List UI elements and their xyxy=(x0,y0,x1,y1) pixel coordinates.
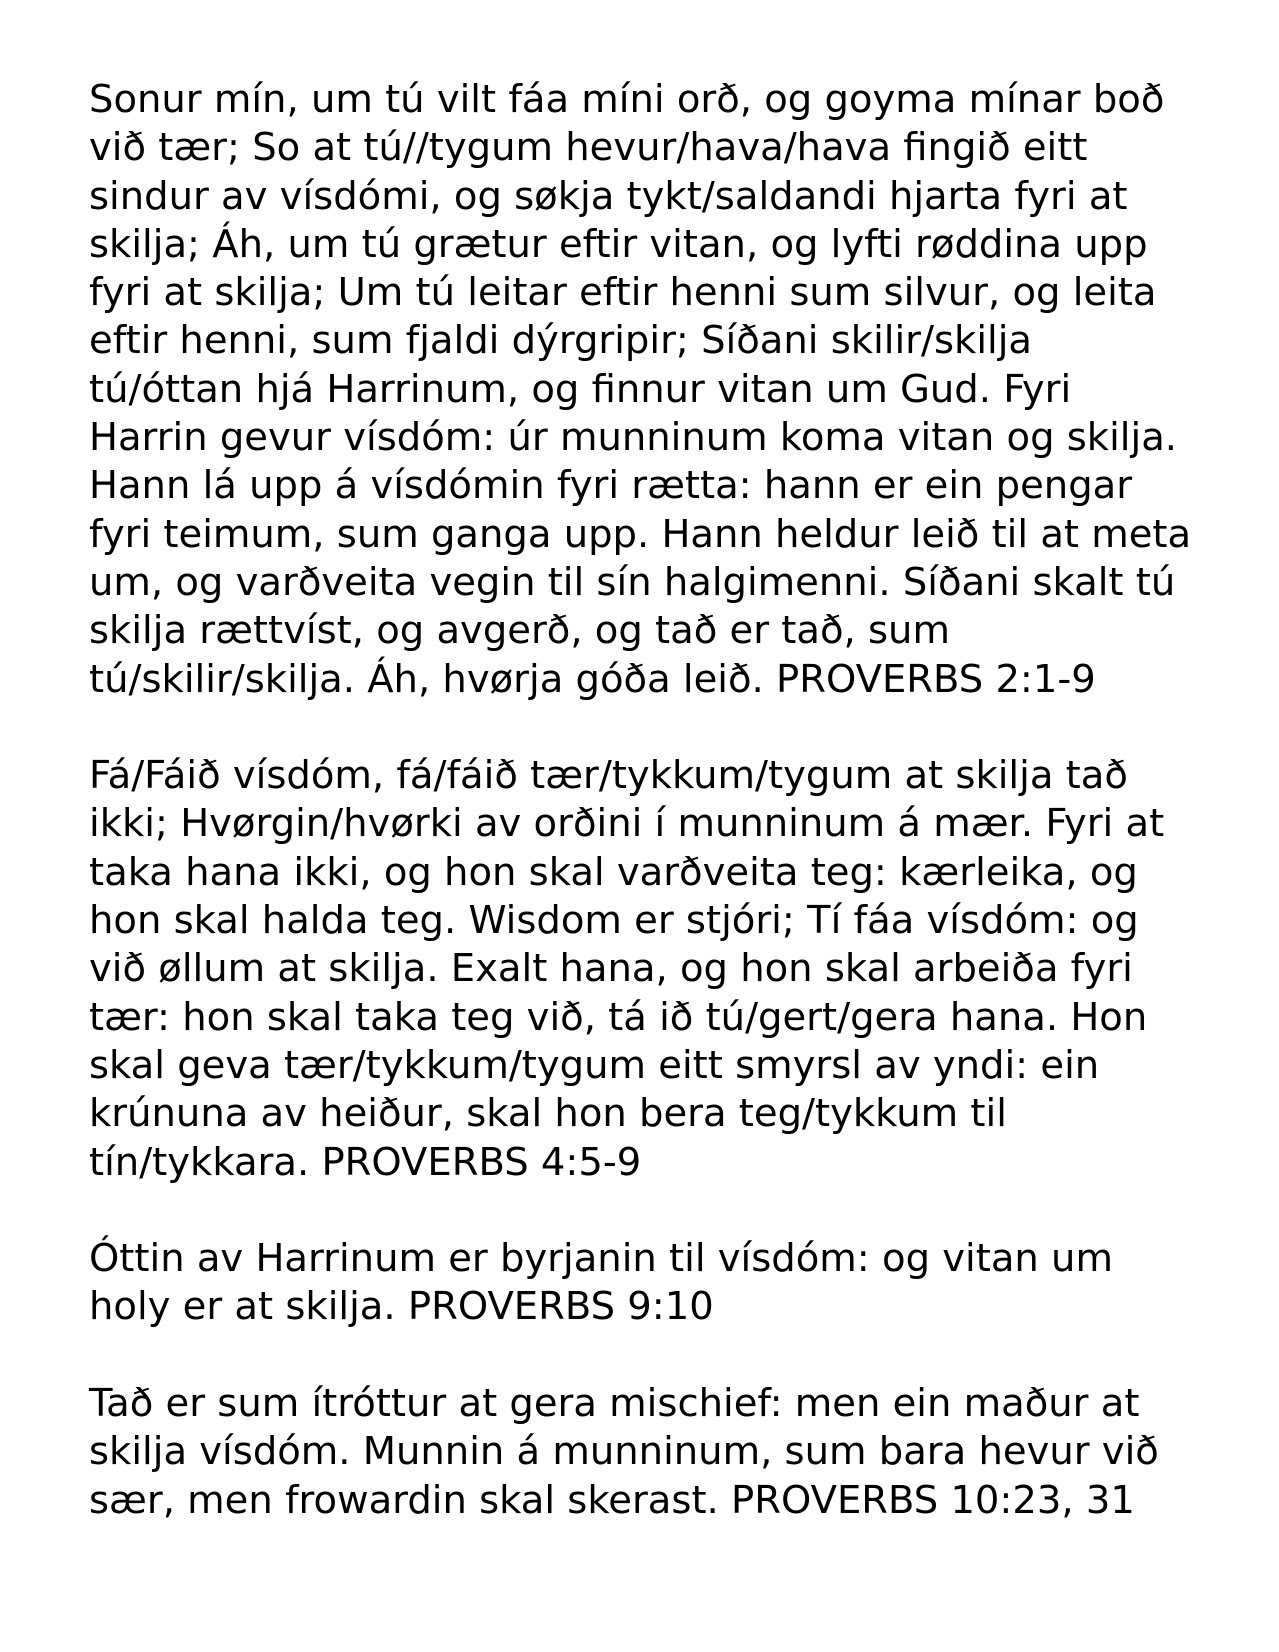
document-page xyxy=(89,76,1199,1525)
paragraph-proverbs-4: Fá/Fáið vísdóm, fá/fáið tær/tykkum/tygum at skilja tað ikki; Hvørgin/hvørki av orðini í munninum á mær. Fyri at taka hana ikki, og hon skal varðveita teg: kærleika, og hon skal halda teg. Wisdom er stjóri; Tí fáa vísdóm: og við øllum at skilja. Exalt hana, og hon skal arbeiða fyri tær: hon skal taka teg við, tá ið tú/gert/gera hana. Hon skal geva tær/tykkum/tygum eitt smyrsl av yndi: ein krúnuna av heiður, skal hon bera teg/tykkum til tín/tykkara. PROVERBS 4:5-9 xyxy=(89,753,1165,1185)
paragraph-proverbs-9: Óttin av Harrinum er byrjanin til vísdóm: og vitan um holy er at skilja. PROVERBS 9:10 xyxy=(89,1236,1113,1330)
paragraph-proverbs-10: Tað er sum ítróttur at gera mischief: men ein maður at skilja vísdóm. Munnin á munninum, sum bara hevur við sær, men frowardin skal skerast. PROVERBS 10:23, 31 xyxy=(89,1381,1159,1523)
paragraph-proverbs-2: Sonur mín, um tú vilt fáa míni orð, og goyma mínar boð við tær; So at tú//tygum hevur/hava/hava fingið eitt sindur av vísdómi, og søkja tykt/saldandi hjarta fyri at skilja; Áh, um tú grætur eftir vitan, og lyfti røddina upp fyri at skilja; Um tú leitar eftir henni sum silvur, og leita eftir henni, sum fjaldi dýrgripir; Síðani skilir/skilja tú/óttan hjá Harrinum, og finnur vitan um Gud. Fyri Harrin gevur vísdóm: úr munninum koma vitan og skilja. Hann lá upp á vísdómin fyri rætta: hann er ein pengar fyri teimum, sum ganga upp. Hann heldur leið til at meta um, og varðveita vegin til sín halgimenni. Síðani skalt tú skilja rættvíst, og avgerð, og tað er tað, sum tú/skilir/skilja. Áh, hvørja góða leið. PROVERBS 2:1-9 xyxy=(89,77,1192,702)
